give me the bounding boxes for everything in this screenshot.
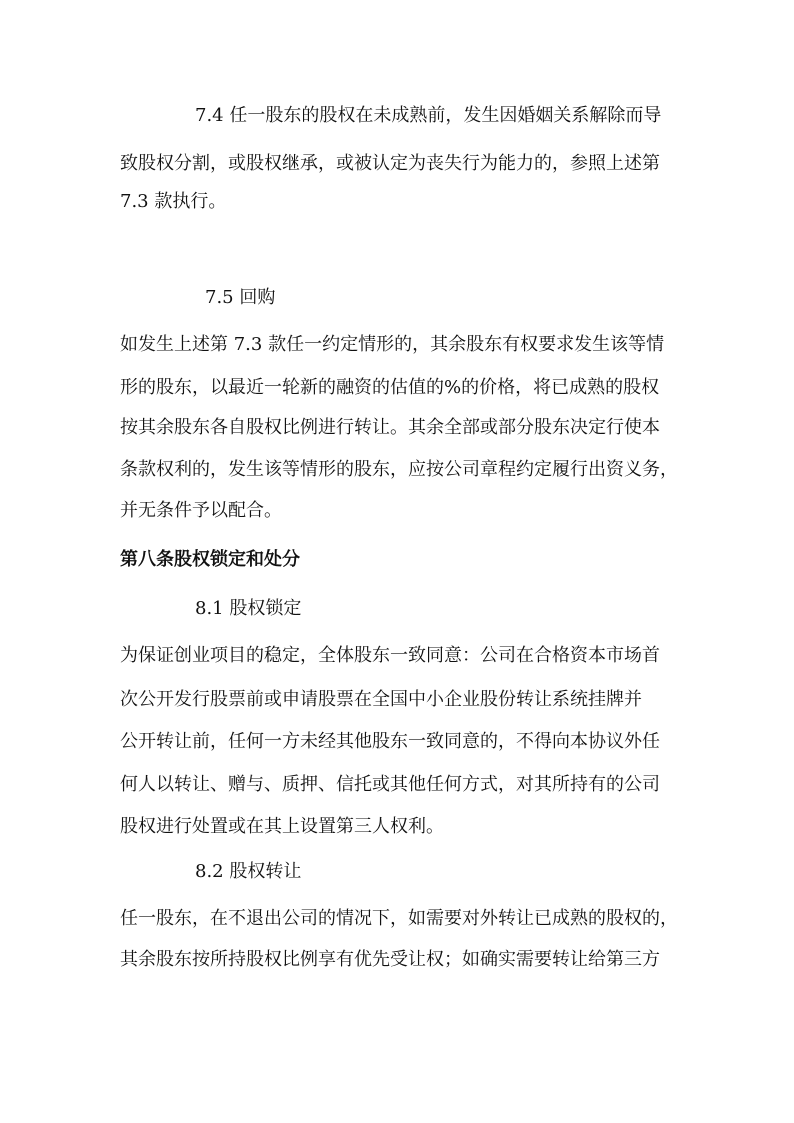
paragraph-8-1-line-3: 公开转让前，任何一方未经其他股东一致同意的，不得向本协议外任 <box>120 731 660 752</box>
paragraph-7-5-line-4: 条款权利的，发生该等情形的股东，应按公司章程约定履行出资义务， <box>120 459 678 480</box>
paragraph-7-4-line-2: 致股权分割，或股权继承，或被认定为丧失行为能力的，参照上述第 <box>120 153 660 174</box>
paragraph-7-4-line-3: 7.3 款执行。 <box>120 191 227 212</box>
paragraph-8-1-line-5: 股权进行处置或在其上设置第三人权利。 <box>120 816 444 837</box>
paragraph-7-5-line-3: 按其余股东各自股权比例进行转让。其余全部或部分股东决定行使本 <box>120 417 660 438</box>
paragraph-7-5-line-2: 形的股东，以最近一轮新的融资的估值的%的价格，将已成熟的股权 <box>120 377 660 398</box>
paragraph-7-4-line-1: 7.4 任一股东的股权在未成熟前，发生因婚姻关系解除而导 <box>195 105 662 126</box>
paragraph-8-1-line-1: 为保证创业项目的稳定，全体股东一致同意：公司在合格资本市场首 <box>120 645 660 666</box>
paragraph-7-5-line-5: 并无条件予以配合。 <box>120 500 282 521</box>
section-8-2-heading: 8.2 股权转让 <box>195 861 302 882</box>
paragraph-8-1-line-2: 次公开发行股票前或申请股票在全国中小企业股份转让系统挂牌并 <box>120 689 642 710</box>
article-8-heading: 第八条股权锁定和处分 <box>120 549 300 570</box>
paragraph-8-1-line-4: 何人以转让、赠与、质押、信托或其他任何方式，对其所持有的公司 <box>120 774 660 795</box>
paragraph-7-5-line-1: 如发生上述第 7.3 款任一约定情形的，其余股东有权要求发生该等情 <box>120 334 665 355</box>
section-7-5-heading: 7.5 回购 <box>205 287 276 308</box>
paragraph-8-2-line-2: 其余股东按所持股权比例享有优先受让权；如确实需要转让给第三方 <box>120 949 660 970</box>
paragraph-8-2-line-1: 任一股东，在不退出公司的情况下，如需要对外转让已成熟的股权的， <box>120 908 678 929</box>
section-8-1-heading: 8.1 股权锁定 <box>195 598 302 619</box>
